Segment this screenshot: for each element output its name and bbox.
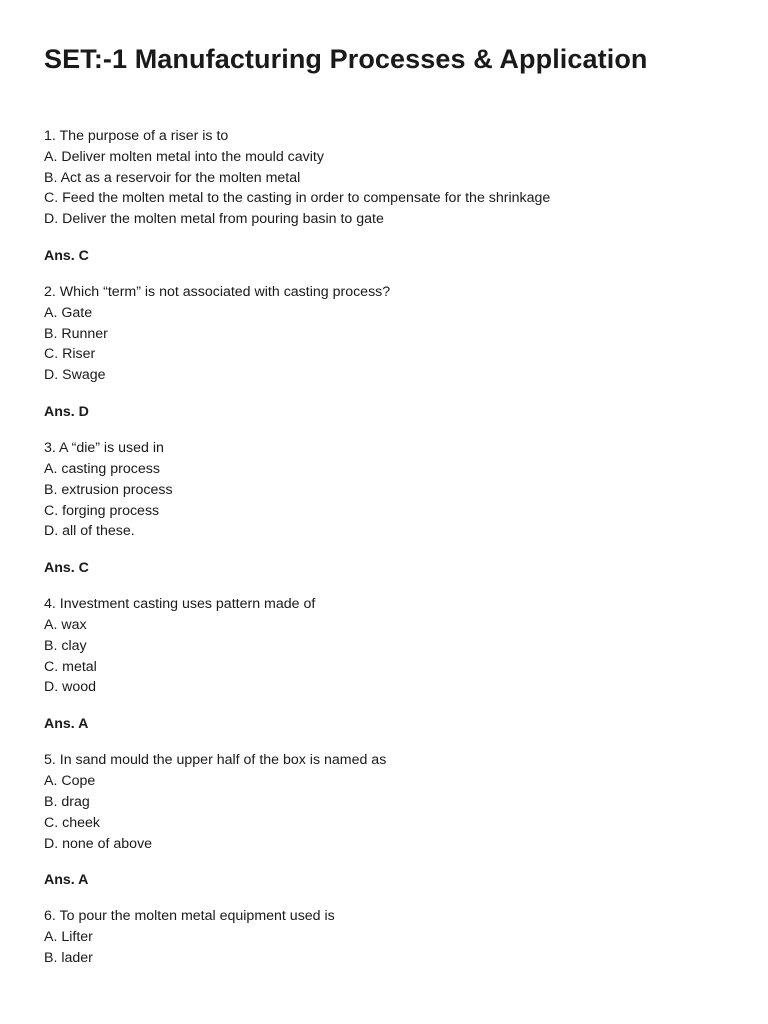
question-block-2 (44, 282, 744, 423)
question-text: 4. Investment casting uses pattern made of (44, 596, 316, 613)
option-b: B. Act as a reservoir for the molten metal (44, 169, 301, 186)
question-block-3 (44, 438, 744, 579)
question-block-1 (44, 126, 744, 267)
question-text: 1. The purpose of a riser is to (44, 128, 229, 144)
question-block-5 (44, 750, 744, 891)
question-text: 2. Which “term” is not associated with casting process? (44, 284, 391, 301)
page-title: SET:-1 Manufacturing Processes & Application (44, 44, 648, 74)
option-c: C. Feed the molten metal to the casting in order to compensate for the shrinkage (44, 190, 551, 207)
option-d: D. all of these. (44, 523, 135, 540)
answer-text: Ans. C (44, 560, 89, 577)
option-a: A. Gate (44, 304, 93, 321)
question-text: 6. To pour the molten metal equipment used is (44, 908, 335, 925)
option-d: D. none of above (44, 835, 153, 852)
option-b: B. drag (44, 793, 90, 810)
question-block-4 (44, 594, 744, 735)
option-d: D. wood (44, 679, 97, 696)
option-c: C. metal (44, 658, 97, 675)
option-a: A. casting process (44, 460, 160, 477)
option-d: D. Swage (44, 367, 106, 384)
answer-text: Ans. A (44, 872, 89, 889)
answer-text: Ans. C (44, 247, 89, 264)
option-b: B. Runner (44, 325, 108, 342)
question-list (44, 126, 744, 969)
question-text: 3. A “die” is used in (44, 440, 164, 457)
answer-text: Ans. D (44, 404, 89, 421)
option-c: C. cheek (44, 814, 100, 831)
option-a: A. Lifter (44, 929, 93, 946)
option-a: A. Deliver molten metal into the mould cavity (44, 148, 324, 165)
option-b: B. lader (44, 949, 93, 966)
question-text: 5. In sand mould the upper half of the box is named as (44, 752, 387, 769)
question-block-6 (44, 906, 744, 968)
option-a: A. Cope (44, 773, 96, 790)
option-c: C. forging process (44, 502, 160, 519)
answer-text: Ans. A (44, 716, 89, 733)
option-c: C. Riser (44, 346, 96, 363)
option-a: A. wax (44, 617, 87, 634)
option-b: B. extrusion process (44, 481, 173, 498)
option-d: D. Deliver the molten metal from pouring basin to gate (44, 211, 384, 228)
option-b: B. clay (44, 637, 87, 654)
